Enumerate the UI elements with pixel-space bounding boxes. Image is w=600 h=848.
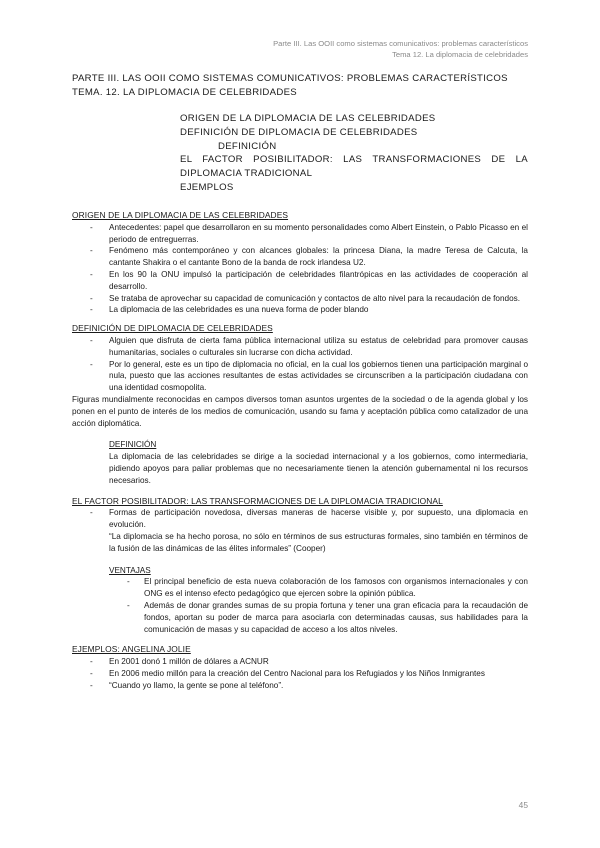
factor-list <box>72 507 528 531</box>
list-item: - Alguien que disfruta de cierta fama pública internacional utiliza su estatus de celebridad para promover causas humanitarias, sociales o culturales sin lucrarse con dicha actividad. <box>72 335 528 359</box>
list-item: - El principal beneficio de esta nueva colaboración de los famosos con organismos internacionales y con ONG es el intenso efecto pedagógico que ejercen sobre la opinión pública. <box>72 576 528 600</box>
toc-item: DEFINICIÓN DE DIPLOMACIA DE CELEBRIDADES <box>180 126 418 138</box>
page-number: 45 <box>518 800 528 810</box>
section-heading-definicion: DEFINICIÓN DE DIPLOMACIA DE CELEBRIDADES <box>72 323 273 334</box>
cooper-quote: “La diplomacia se ha hecho porosa, no sólo en términos de sus estructuras formales, sino también en términos de la fusión de las dinámicas de las élites informales” (Cooper) <box>109 531 528 553</box>
subsection-heading-ventajas: VENTAJAS <box>109 565 151 575</box>
list-item: - La diplomacia de las celebridades es una nueva forma de poder blando <box>72 304 528 316</box>
list-item: - Además de donar grandes sumas de su propia fortuna y tener una gran eficacia para la recaudación de fondos, aportan su poder de marca para asociarla con determinadas causas, sus habilidades para la comunicación de masas y su capacidad de acceso a los altos niveles. <box>72 600 528 635</box>
list-item: - Antecedentes: papel que desarrollaron en su momento personalidades como Albert Einstein, o Pablo Picasso en el periodo de entreguerras. <box>72 222 528 246</box>
running-header-part: Parte III. Las OOII como sistemas comunicativos: problemas característicos <box>273 39 528 48</box>
section-heading-factor: EL FACTOR POSIBILITADOR: LAS TRANSFORMACIONES DE LA DIPLOMACIA TRADICIONAL <box>72 495 443 506</box>
list-item: - Se trataba de aprovechar su capacidad de comunicación y contactos de alto nivel para la recaudación de fondos. <box>72 293 528 305</box>
list-item: - En los 90 la ONU impulsó la participación de celebridades filantrópicas en las actividades de cooperación al desarrollo. <box>72 269 528 293</box>
definicion-list <box>72 335 528 394</box>
running-header-topic: Tema 12. La diplomacia de celebridades <box>392 50 528 59</box>
main-content <box>72 210 528 691</box>
table-of-contents <box>180 112 528 195</box>
part-title-line: PARTE III. LAS OOII COMO SISTEMAS COMUNICATIVOS: PROBLEMAS CARACTERÍSTICOS <box>72 73 508 84</box>
definicion-subsection-text: La diplomacia de las celebridades se dirige a la sociedad internacional y a los gobiernos, como intermediaria, pidiendo apoyos para paliar problemas que no necesariamente tienen la atención gubernamental ni los recursos necesarios. <box>109 452 528 485</box>
origen-list <box>72 222 528 316</box>
ejemplos-list <box>72 656 528 691</box>
definicion-subsection <box>72 439 528 486</box>
toc-item: EL FACTOR POSIBILITADOR: LAS TRANSFORMACIONES DE LA DIPLOMACIA TRADICIONAL <box>180 154 528 180</box>
toc-item: EJEMPLOS <box>180 181 234 193</box>
running-header <box>273 38 528 60</box>
list-item: - “Cuando yo llamo, la gente se pone al teléfono”. <box>72 680 528 692</box>
ventajas-subsection <box>72 565 528 577</box>
list-item: - En 2006 medio millón para la creación del Centro Nacional para los Refugiados y los Niños Inmigrantes <box>72 668 528 680</box>
list-item: - Por lo general, este es un tipo de diplomacia no oficial, en la cual los gobiernos tienen una participación marginal o nula, puesto que las acciones resultantes de estas actividades se circunscriben a la participación ciudadana con una identidad cosmopolita. <box>72 359 528 394</box>
document-title <box>72 72 542 99</box>
toc-item: ORIGEN DE LA DIPLOMACIA DE LAS CELEBRIDADES <box>180 113 436 124</box>
list-item: - Formas de participación novedosa, diversas maneras de hacerse visible y, por supuesto, una diplomacia en evolución. <box>72 507 528 531</box>
list-item: - Fenómeno más contemporáneo y con alcances globales: la princesa Diana, la madre Teresa de Calcuta, la cantante Shakira o el cantante Bono de la banda de rock irlandesa U2. <box>72 245 528 269</box>
definicion-paragraph: Figuras mundialmente reconocidas en campos diversos toman asuntos urgentes de la sociedad o de la agenda global y los ponen en el punto de interés de los medios de comunicación, usando su fama y aceptación pública como catalizador de una acción diplomática. <box>72 394 528 428</box>
subsection-heading-definicion: DEFINICIÓN <box>109 440 157 450</box>
section-heading-origen: ORIGEN DE LA DIPLOMACIA DE LAS CELEBRIDADES <box>72 210 289 220</box>
ventajas-list <box>72 576 528 635</box>
toc-subitem: DEFINICIÓN <box>218 140 277 152</box>
section-heading-ejemplos: EJEMPLOS: ANGELINA JOLIE <box>72 644 191 655</box>
list-item: - En 2001 donó 1 millón de dólares a ACNUR <box>72 656 528 668</box>
topic-title-line: TEMA. 12. LA DIPLOMACIA DE CELEBRIDADES <box>72 86 297 98</box>
